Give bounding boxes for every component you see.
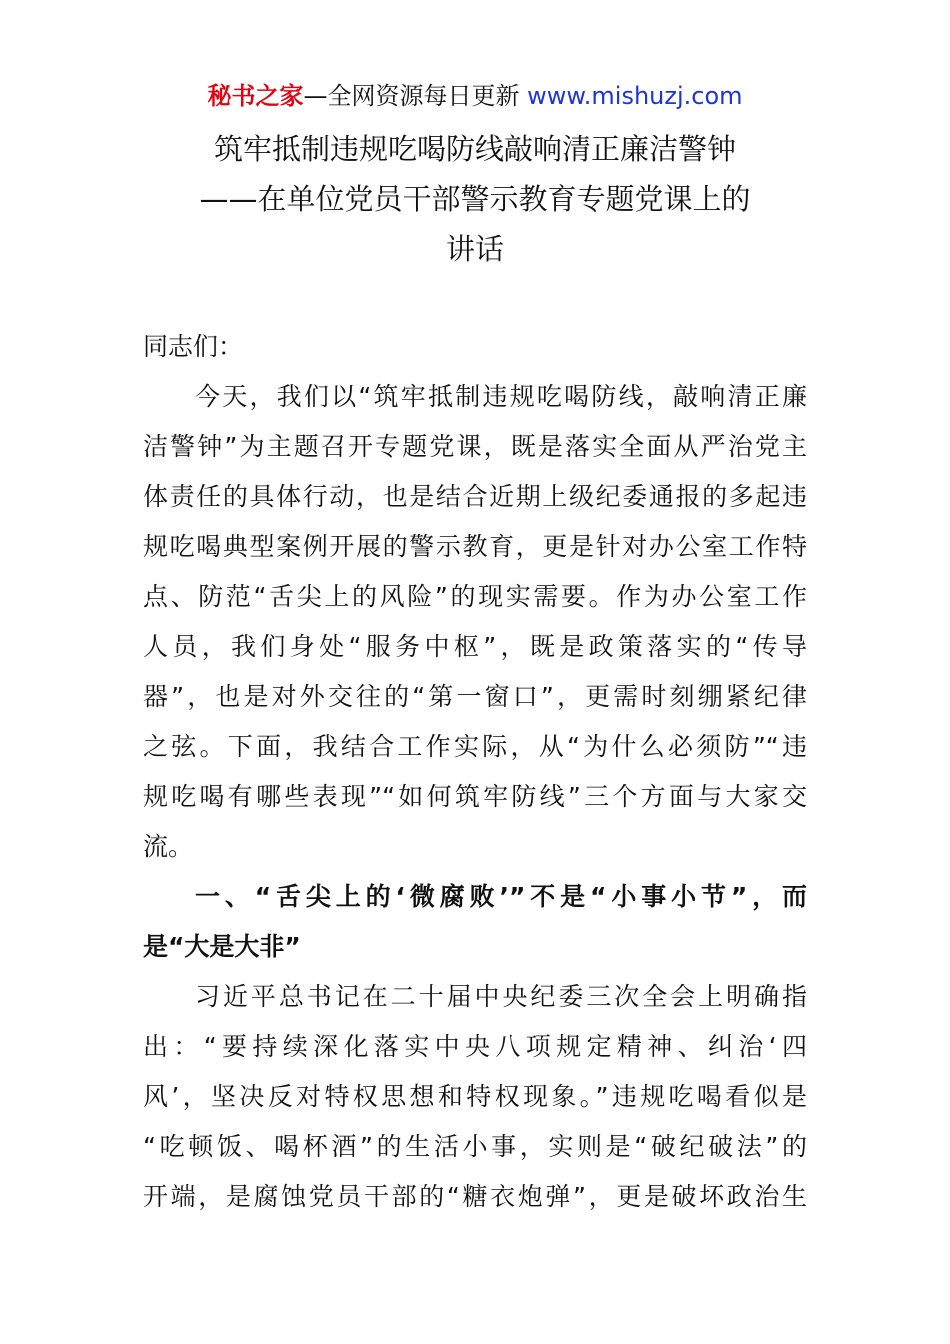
salutation: 同志们： (143, 332, 244, 361)
body-line: 体责任的具体行动，也是结合近期上级纪委通报的多起违 (143, 482, 807, 511)
body-line: 人员，我们身处“服务中枢”，既是政策落实的“传导 (143, 632, 807, 661)
brand-name: 秘书之家 (207, 82, 304, 110)
section-heading-line: 一、“舌尖上的‘微腐败’”不是“小事小节”，而 (195, 882, 807, 911)
body-line: 器”，也是对外交往的“第一窗口”，更需时刻绷紧纪律 (143, 682, 807, 711)
document-body (143, 322, 807, 1222)
title-line-1: 筑牢抵制违规吃喝防线敲响清正廉洁警钟 (213, 132, 736, 166)
body-line: 规吃喝有哪些表现”“如何筑牢防线”三个方面与大家交 (143, 782, 807, 811)
site-header (0, 80, 950, 112)
body-line: 洁警钟”为主题召开专题党课，既是落实全面从严治党主 (143, 432, 807, 461)
body-line: 点、防范“舌尖上的风险”的现实需要。作为办公室工作 (143, 582, 807, 611)
body-line: 流。 (143, 832, 194, 861)
body-line: 出：“要持续深化落实中央八项规定精神、纠治‘四 (143, 1032, 807, 1061)
title-line-3: 讲话 (445, 232, 504, 266)
title-line-2: ——在单位党员干部警示教育专题党课上的 (199, 182, 751, 216)
header-tagline: —全网资源每日更新 (303, 82, 520, 110)
body-line: 之弦。下面，我结合工作实际，从“为什么必须防”“违 (143, 732, 807, 761)
body-line: 今天，我们以“筑牢抵制违规吃喝防线，敲响清正廉 (195, 382, 807, 411)
document-title (100, 124, 850, 274)
body-line: 开端，是腐蚀党员干部的“糖衣炮弹”，更是破坏政治生 (143, 1182, 807, 1211)
body-line: 规吃喝典型案例开展的警示教育，更是针对办公室工作特 (143, 532, 807, 561)
body-line: 习近平总书记在二十届中央纪委三次全会上明确指 (195, 982, 807, 1011)
site-url-link[interactable]: www.mishuzj.com (527, 82, 743, 110)
section-heading-line: 是“大是大非” (143, 932, 301, 961)
body-line: 风’，坚决反对特权思想和特权现象。”违规吃喝看似是 (143, 1082, 807, 1111)
body-line: “吃顿饭、喝杯酒”的生活小事，实则是“破纪破法”的 (143, 1132, 807, 1161)
